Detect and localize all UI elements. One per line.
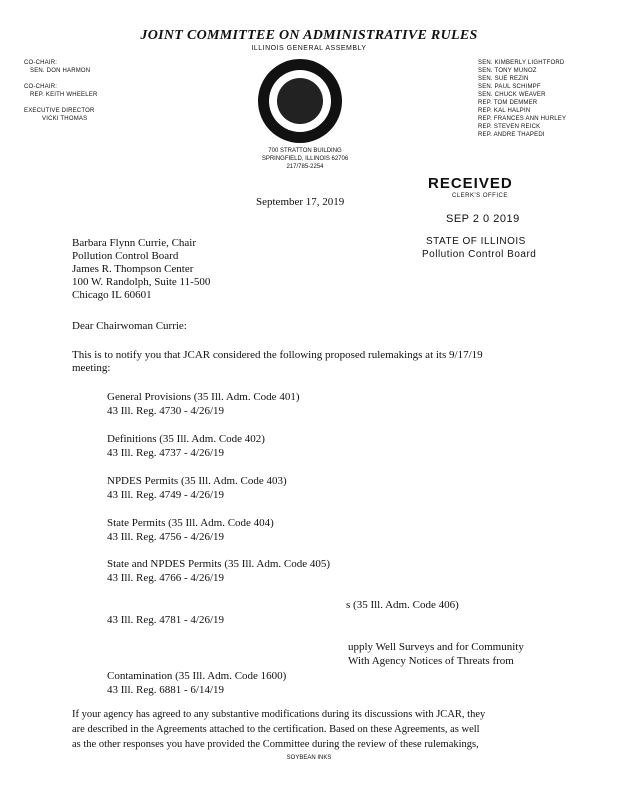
members-list: [478, 59, 566, 139]
committee-subtitle: ILLINOIS GENERAL ASSEMBLY: [251, 45, 367, 52]
stamp-board: Pollution Control Board: [422, 249, 537, 260]
member: REP. ANDRE THAPEDI: [478, 132, 545, 138]
footer-ink-note: SOYBEAN INKS: [286, 755, 332, 761]
co-chair-label: CO-CHAIR:: [24, 60, 58, 66]
rule-reg: 43 Ill. Reg. 4766 - 4/26/19: [107, 572, 225, 584]
member: REP. STEVEN REICK: [478, 124, 541, 130]
closing-paragraph: If your agency has agreed to any substantive modifications during its discussions with JCAR, they are described in the Agreements attached to the certification. Based on these Agreements, as well as the other responses you have provided the Committee during the review of these rulemakings,: [72, 709, 486, 750]
rule-item: [107, 474, 287, 502]
member: SEN. PAUL SCHIMPF: [478, 84, 541, 90]
member: REP. KAL HALPIN: [478, 108, 531, 114]
rule-reg: 43 Ill. Reg. 4730 - 4/26/19: [107, 405, 225, 417]
committee-title: JOINT COMMITTEE ON ADMINISTRATIVE RULES: [140, 28, 478, 43]
committee-address: 700 STRATTON BUILDING SPRINGFIELD, ILLINOIS 62706 217/785-2254: [261, 148, 349, 170]
rule-item: [107, 390, 299, 418]
rule-name: General Provisions (35 Ill. Adm. Code 401): [107, 391, 300, 403]
rule-reg: 43 Ill. Reg. 6881 - 6/14/19: [107, 684, 225, 696]
stamp-office: CLERK'S OFFICE: [452, 193, 508, 199]
executive-director-name: VICKI THOMAS: [42, 116, 88, 122]
rule-name-fragment: s (35 Ill. Adm. Code 406): [346, 599, 459, 611]
stamp-state: STATE OF ILLINOIS: [426, 236, 526, 247]
rule-reg: 43 Ill. Reg. 4737 - 4/26/19: [107, 447, 225, 459]
co-chair-name: REP. KEITH WHEELER: [30, 92, 98, 98]
received-stamp: RECEIVED: [428, 175, 513, 192]
state-seal-icon: [258, 59, 342, 143]
rule-reg: 43 Ill. Reg. 4749 - 4/26/19: [107, 489, 225, 501]
rule-name: Definitions (35 Ill. Adm. Code 402): [107, 433, 265, 445]
member: REP. TOM DEMMER: [478, 100, 538, 106]
rule-reg: 43 Ill. Reg. 4781 - 4/26/19: [107, 614, 225, 626]
rule-name: Contamination (35 Ill. Adm. Code 1600): [107, 670, 287, 682]
rule-name: NPDES Permits (35 Ill. Adm. Code 403): [107, 475, 287, 487]
rule-item: [107, 432, 265, 460]
stamp-date: SEP 2 0 2019: [446, 213, 520, 225]
member: SEN. TONY MUNOZ: [478, 68, 537, 74]
salutation: Dear Chairwoman Currie:: [72, 320, 187, 332]
rule-name-fragment: upply Well Surveys and for Community With Agency Notices of Threats from: [348, 641, 524, 667]
letter-date: September 17, 2019: [256, 196, 345, 208]
recipient-address: Barbara Flynn Currie, Chair Pollution Control Board James R. Thompson Center 100 W. Randolph, Suite 11-500 Chicago IL 60601: [72, 237, 211, 301]
executive-director-label: EXECUTIVE DIRECTOR: [24, 108, 95, 114]
co-chair-label: CO-CHAIR:: [24, 84, 58, 90]
member: SEN. CHUCK WEAVER: [478, 92, 546, 98]
member: REP. FRANCES ANN HURLEY: [478, 116, 567, 122]
co-chair-name: SEN. DON HARMON: [30, 68, 91, 74]
co-chairs-block: [24, 59, 98, 123]
rule-item: [107, 557, 330, 585]
member: SEN. KIMBERLY LIGHTFORD: [478, 60, 565, 66]
rule-item: [107, 669, 286, 697]
rule-name: State and NPDES Permits (35 Ill. Adm. Code 405): [107, 558, 331, 570]
rule-name: State Permits (35 Ill. Adm. Code 404): [107, 517, 274, 529]
member: SEN. SUE REZIN: [478, 76, 529, 82]
rule-item: [107, 516, 274, 544]
rule-reg: 43 Ill. Reg. 4756 - 4/26/19: [107, 531, 225, 543]
intro-paragraph: This is to notify you that JCAR considered the following proposed rulemakings at its 9/17/19 meeting:: [72, 349, 483, 374]
